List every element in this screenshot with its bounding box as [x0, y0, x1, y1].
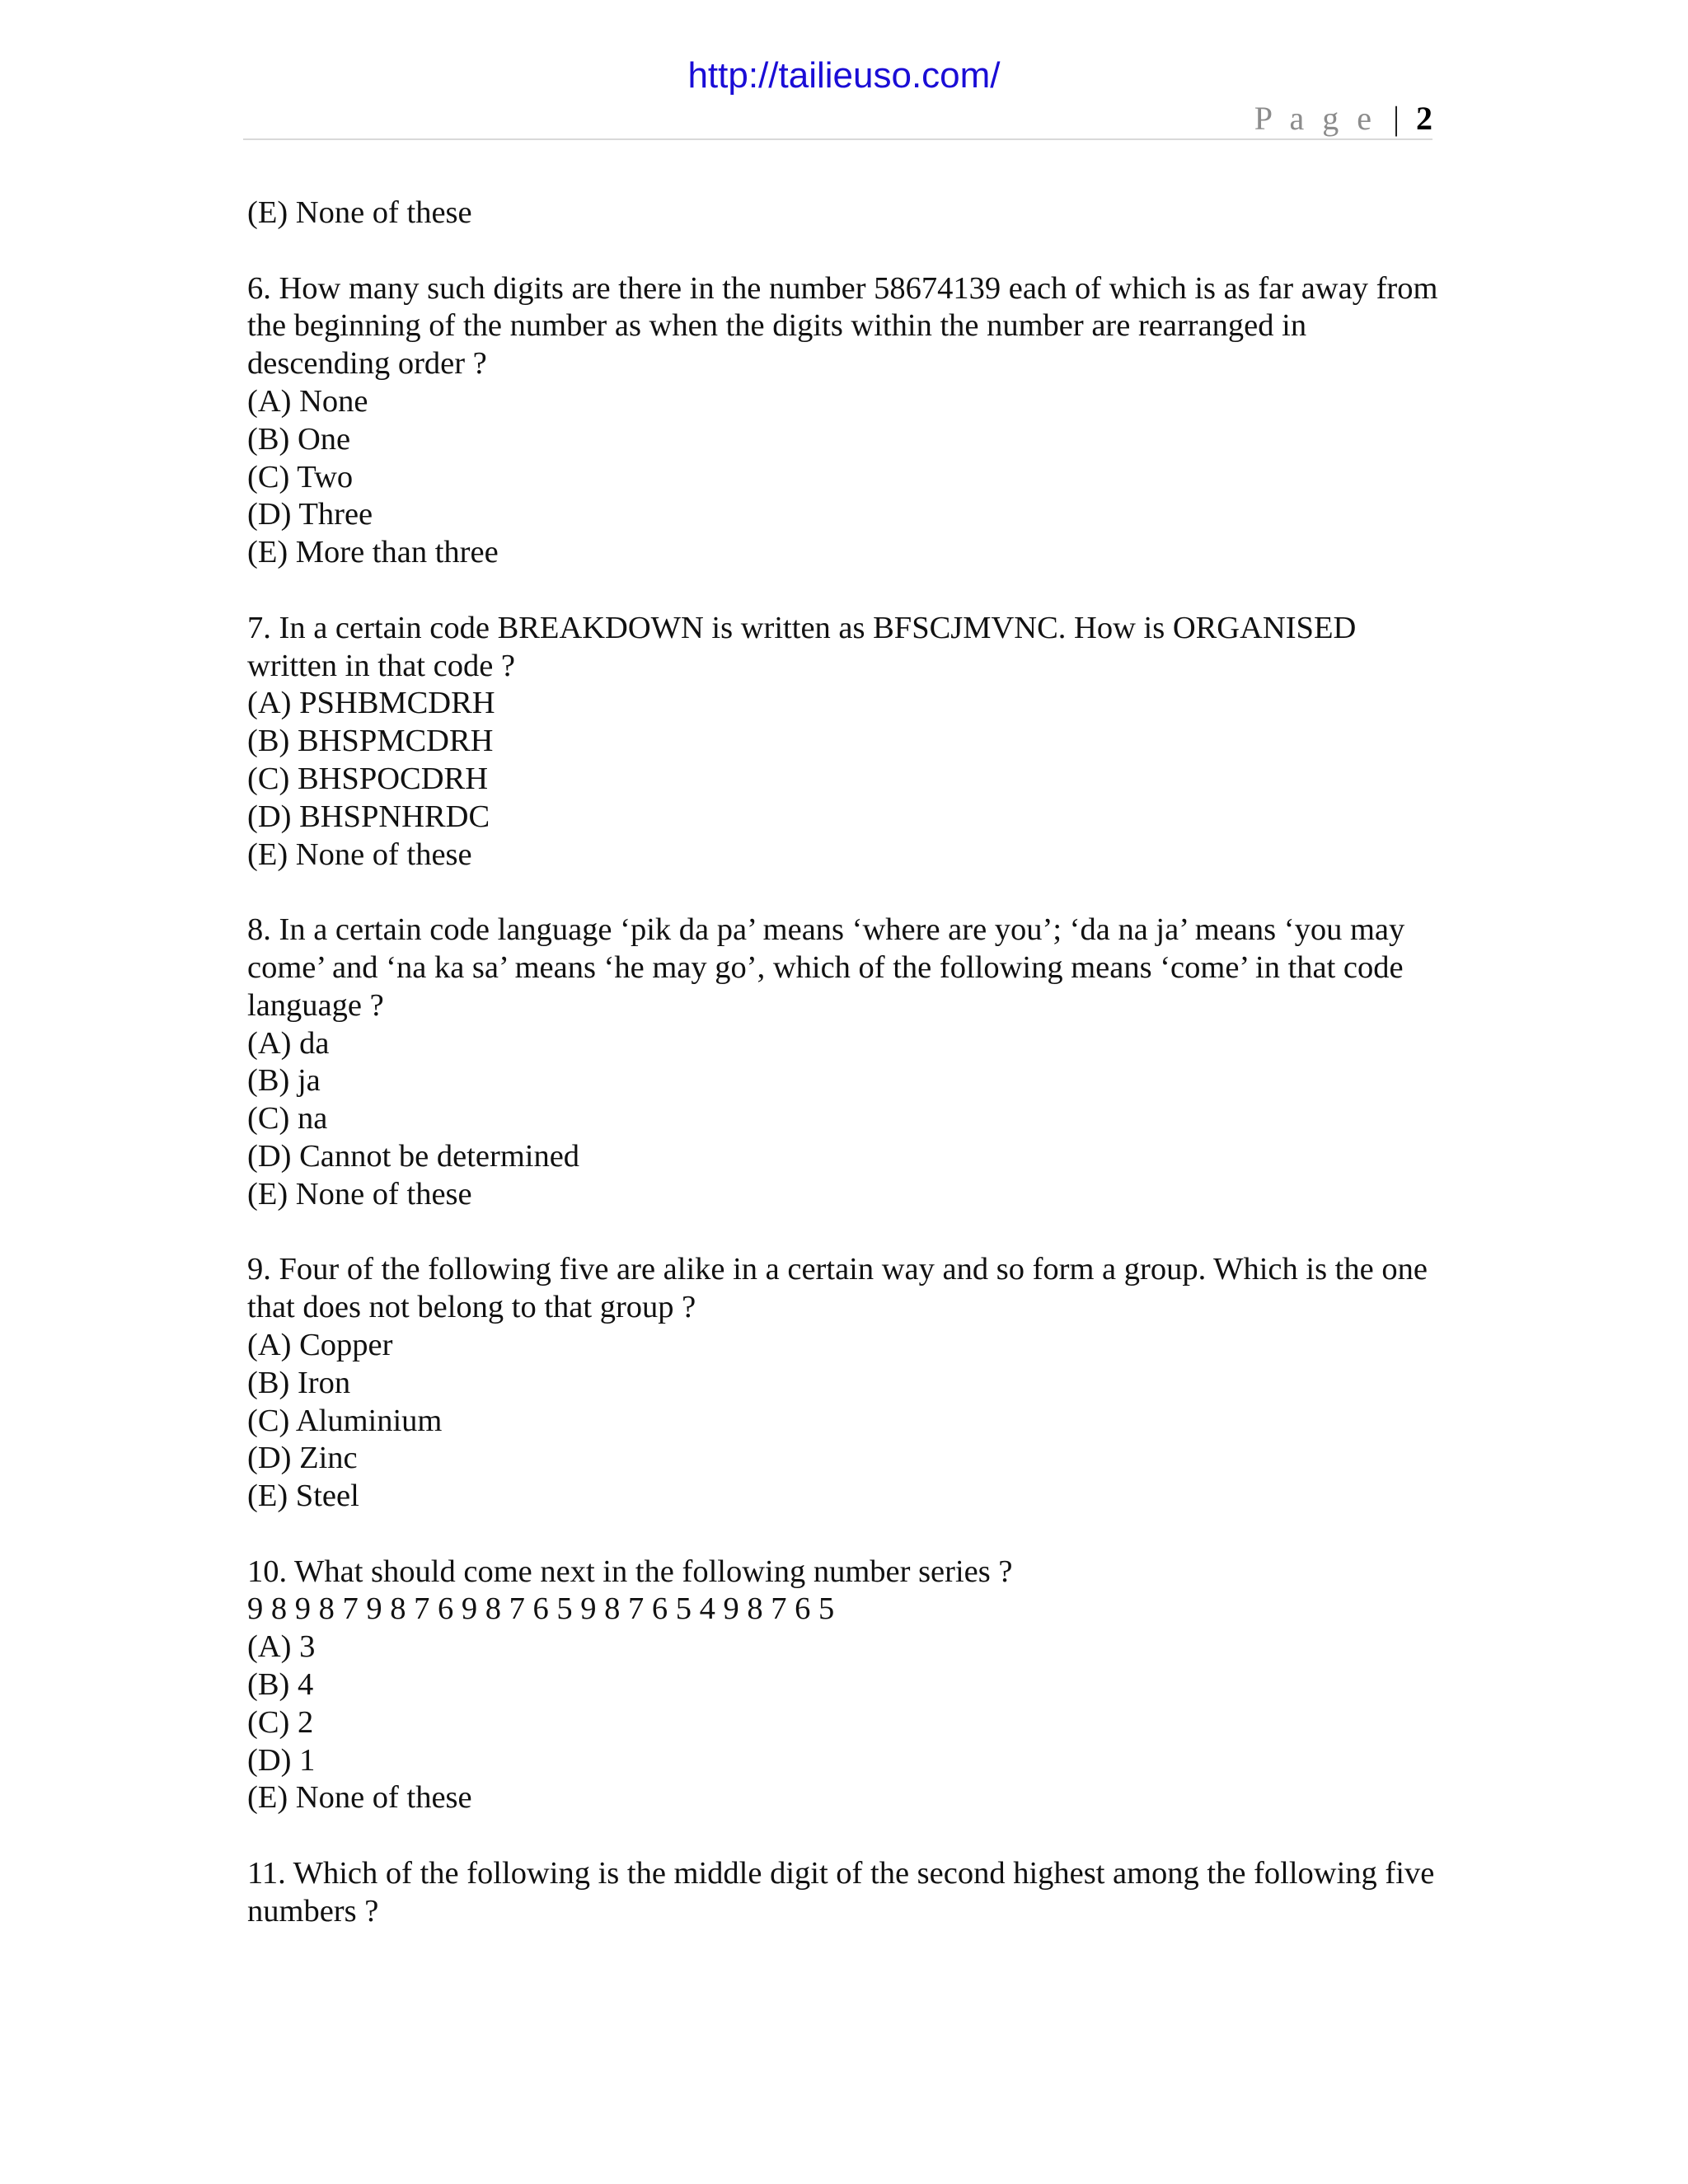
option-item: (E) None of these [247, 837, 472, 872]
header-url-link[interactable]: http://tailieuso.com/ [687, 55, 1001, 96]
page-number: 2 [1416, 100, 1432, 137]
question-9 [247, 1251, 1442, 1516]
question-text: 7. In a certain code BREAKDOWN is written as BFSCJMVNC. How is ORGANISED written in that code ? [247, 610, 1357, 683]
document-body [247, 194, 1442, 1968]
option-item: (E) Steel [247, 1479, 359, 1514]
header-divider [243, 138, 1432, 140]
option-item: (B) Iron [247, 1365, 351, 1400]
option-item: (B) One [247, 421, 351, 457]
question-text: 6. How many such digits are there in the number 58674139 each of which is as far away from the beginning of the number as when the digits within the number are rearranged in descending order ? [247, 270, 1438, 382]
option-item: (C) na [247, 1101, 328, 1137]
option-item: (A) 3 [247, 1629, 316, 1665]
question-text: 11. Which of the following is the middle digit of the second highest among the following five numbers ? [247, 1856, 1435, 1929]
option-item: (A) PSHBMCDRH [247, 686, 495, 721]
option-item: (E) None of these [247, 1780, 472, 1816]
page-word: P a g e [1254, 100, 1376, 137]
option-item: (D) 1 [247, 1742, 316, 1778]
option-item: (C) Two [247, 459, 354, 494]
question-11 [247, 1855, 1442, 1931]
option-item: (D) Three [247, 497, 373, 532]
option-item: (A) None [247, 383, 368, 419]
number-series: 9 8 9 8 7 9 8 7 6 9 8 7 6 5 9 8 7 6 5 4 9 8 7 6 5 [247, 1591, 835, 1627]
option-item: (A) Copper [247, 1327, 393, 1362]
question-10 [247, 1554, 1442, 1818]
option-item: (A) da [247, 1025, 330, 1061]
option-item: (C) Aluminium [247, 1403, 443, 1438]
question-text: 10. What should come next in the following number series ? [247, 1554, 1013, 1589]
option-item: (B) 4 [247, 1667, 314, 1703]
option-item: (D) Zinc [247, 1441, 358, 1476]
page-number-label [1254, 99, 1432, 138]
option-item: (B) ja [247, 1063, 321, 1099]
option-item: (E) None of these [247, 1176, 472, 1212]
page-separator: | [1392, 100, 1400, 137]
question-6 [247, 270, 1442, 572]
question-7 [247, 610, 1442, 874]
option-item: (E) More than three [247, 535, 499, 570]
option-item: (C) 2 [247, 1704, 314, 1740]
question-text: 8. In a certain code language ‘pik da pa’ means ‘where are you’; ‘da na ja’ means ‘you may come’ and ‘na ka sa’ means ‘he may go’, which of the following means ‘come’ in that code language ? [247, 912, 1405, 1023]
option-item: (C) BHSPOCDRH [247, 761, 489, 796]
option-item: (E) None of these [247, 195, 472, 230]
previous-question-tail [247, 194, 1442, 232]
option-item: (B) BHSPMCDRH [247, 724, 494, 759]
option-item: (D) Cannot be determined [247, 1138, 580, 1174]
option-item: (D) BHSPNHRDC [247, 799, 490, 834]
question-text: 9. Four of the following five are alike in a certain way and so form a group. Which is the one that does not belong to that group ? [247, 1252, 1428, 1325]
question-8 [247, 912, 1442, 1213]
